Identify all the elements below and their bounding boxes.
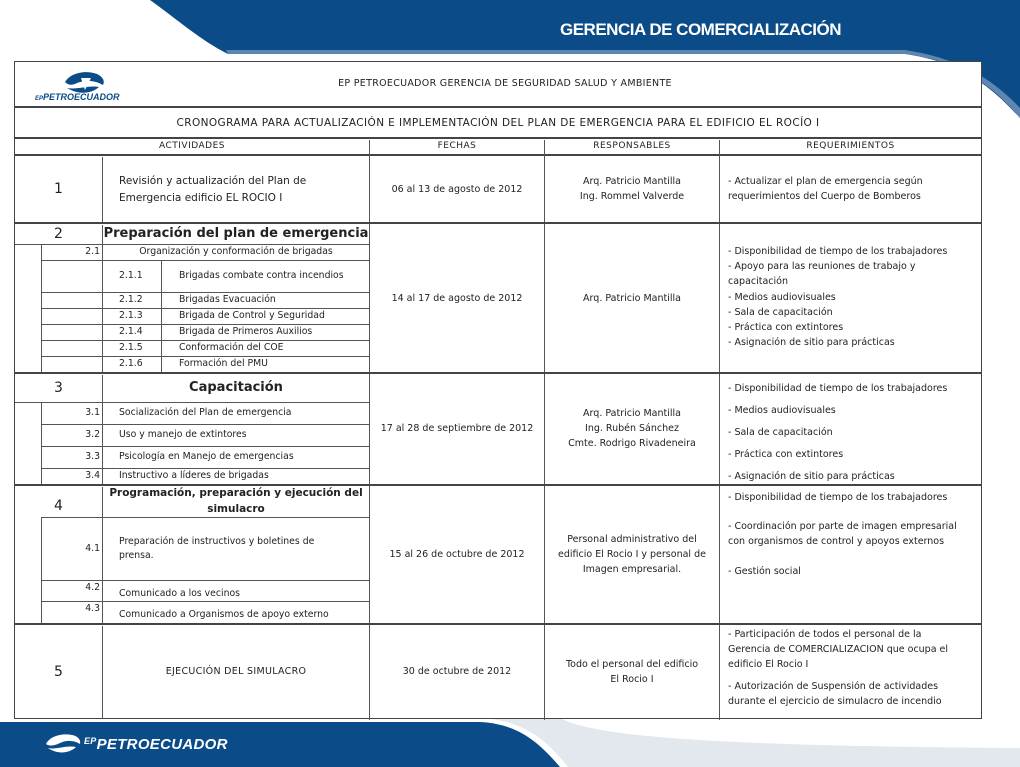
section-4-item-text-line2: prensa. bbox=[119, 550, 154, 561]
section-3-requirements bbox=[728, 378, 980, 488]
section-4-item-text-line1: Preparación de instructivos y boletines de bbox=[119, 535, 315, 547]
section-2-item-num: 2.1.6 bbox=[119, 358, 143, 370]
section-4-title-line1: Programación, preparación y ejecución del bbox=[109, 486, 363, 499]
section-1-title-line2: Emergencia edificio EL ROCIO I bbox=[119, 192, 283, 204]
section-2-number: 2 bbox=[54, 225, 63, 242]
schedule-title: CRONOGRAMA PARA ACTUALIZACIÓN E IMPLEMENTACIÓN DEL PLAN DE EMERGENCIA PARA EL EDIFICIO EL ROCÍO I bbox=[176, 116, 820, 129]
section-2-item-text: Brigada de Control y Seguridad bbox=[179, 310, 325, 322]
section-5-responsible bbox=[545, 626, 719, 719]
section-1-number: 1 bbox=[54, 181, 63, 198]
divider bbox=[15, 154, 981, 156]
section-4-item-text: Comunicado a Organismos de apoyo externo bbox=[119, 608, 329, 620]
spacer bbox=[728, 505, 980, 519]
section-5-req: durante el ejercicio de simulacro de incendio bbox=[728, 695, 942, 707]
section-5-resp-line2: El Rocio I bbox=[610, 673, 654, 685]
section-3-dates: 17 al 28 de septiembre de 2012 bbox=[380, 423, 534, 435]
section-2-dates: 14 al 17 de agosto de 2012 bbox=[391, 292, 523, 304]
divider bbox=[15, 372, 981, 374]
footer-ep-text: EP bbox=[84, 735, 97, 746]
section-4-item-text: Comunicado a los vecinos bbox=[119, 587, 241, 599]
section-4-resp-line2: edificio El Rocio I y personal de bbox=[558, 549, 706, 561]
section-4-dates: 15 al 26 de octubre de 2012 bbox=[389, 549, 525, 561]
section-5-req: - Participación de todos el personal de la bbox=[728, 629, 922, 640]
column-header-responsible: RESPONSABLES bbox=[593, 141, 671, 152]
section-1-responsible bbox=[545, 157, 719, 223]
section-2-item-num: 2.1.4 bbox=[119, 326, 143, 338]
section-2-item-num: 2.1.2 bbox=[119, 294, 143, 306]
section-2-item-num: 2.1.5 bbox=[119, 342, 143, 354]
divider bbox=[15, 106, 981, 108]
column-header-requirements: REQUERIMIENTOS bbox=[806, 141, 895, 152]
section-1-req-line1: - Actualizar el plan de emergencia según bbox=[728, 176, 923, 188]
divider bbox=[15, 623, 981, 625]
section-2-req: - Medios audiovisuales bbox=[728, 291, 836, 303]
column-header-dates: FECHAS bbox=[437, 141, 477, 152]
section-4-req: - Coordinación por parte de imagen empresarial bbox=[728, 521, 957, 533]
section-2-item-num: 2.1 bbox=[85, 246, 100, 258]
footer-logo bbox=[44, 733, 228, 755]
section-3-resp-line2: Ing. Rubén Sánchez bbox=[585, 423, 679, 435]
section-1-title bbox=[119, 157, 367, 223]
section-4-req: - Disponibilidad de tiempo de los trabajadores bbox=[728, 492, 948, 503]
org-title: EP PETROECUADOR GERENCIA DE SEGURIDAD SALUD Y AMBIENTE bbox=[338, 77, 672, 89]
spacer bbox=[728, 550, 980, 564]
section-2-req: - Práctica con extintores bbox=[728, 321, 844, 333]
section-2-responsible: Arq. Patricio Mantilla bbox=[583, 292, 681, 304]
section-4-item-text bbox=[119, 518, 369, 580]
section-3-number: 3 bbox=[54, 379, 63, 396]
section-3-item-num: 3.4 bbox=[85, 470, 100, 482]
section-5-dates: 30 de octubre de 2012 bbox=[402, 666, 512, 678]
section-4-resp-line1: Personal administrativo del bbox=[567, 534, 697, 546]
section-3-item-num: 3.3 bbox=[85, 451, 100, 463]
section-2-req: capacitación bbox=[728, 276, 789, 288]
section-2-item-text: Organización y conformación de brigadas bbox=[139, 246, 333, 258]
section-5-title: EJECUCIÓN DEL SIMULACRO bbox=[165, 666, 307, 678]
section-3-item-text: Psicología en Manejo de emergencias bbox=[119, 451, 294, 463]
section-4-responsible bbox=[545, 487, 719, 624]
section-3-item-text: Socialización del Plan de emergencia bbox=[119, 407, 292, 419]
section-2-item-text: Conformación del COE bbox=[179, 342, 284, 354]
section-4-resp-line3: Imagen empresarial. bbox=[582, 563, 682, 575]
section-2-req: - Sala de capacitación bbox=[728, 306, 833, 318]
section-2-req: - Asignación de sitio para prácticas bbox=[728, 337, 895, 349]
section-5-number: 5 bbox=[54, 663, 63, 680]
table-logo-text bbox=[35, 92, 120, 102]
section-3-req: - Disponibilidad de tiempo de los trabajadores bbox=[728, 383, 948, 394]
section-4-item-num: 4.3 bbox=[85, 603, 100, 614]
section-2-item-num: 2.1.3 bbox=[119, 310, 143, 322]
section-3-req: - Práctica con extintores bbox=[728, 449, 844, 460]
section-2-requirements bbox=[728, 244, 980, 350]
section-4-item-num: 4.2 bbox=[85, 582, 100, 593]
table-logo bbox=[35, 68, 135, 104]
section-4-req: con organismos de control y apoyos externos bbox=[728, 536, 945, 548]
column-header-activities: ACTIVIDADES bbox=[158, 141, 225, 152]
section-2-title: Preparación del plan de emergencia bbox=[103, 226, 369, 242]
table-logo-brand: PETROECUADOR bbox=[43, 92, 120, 102]
section-3-resp-line3: Cmte. Rodrigo Rivadeneira bbox=[568, 437, 696, 449]
section-5-resp-line1: Todo el personal del edificio bbox=[565, 658, 699, 670]
section-3-item-text: Instructivo a líderes de brigadas bbox=[119, 470, 269, 482]
section-1-dates: 06 al 13 de agosto de 2012 bbox=[391, 183, 523, 195]
divider bbox=[15, 137, 981, 139]
section-1-resp-line2: Ing. Rommel Valverde bbox=[579, 191, 685, 202]
section-2-item-text: Brigadas Evacuación bbox=[179, 294, 276, 306]
section-2-req: - Apoyo para las reuniones de trabajo y bbox=[728, 261, 916, 273]
section-4-req: - Gestión social bbox=[728, 565, 801, 577]
section-1-req-line2: requerimientos del Cuerpo de Bomberos bbox=[728, 191, 921, 202]
section-2-req: - Disponibilidad de tiempo de los trabajadores bbox=[728, 246, 948, 257]
section-3-req: - Medios audiovisuales bbox=[728, 405, 836, 416]
section-2-item-text: Formación del PMU bbox=[179, 358, 268, 370]
section-4-requirements bbox=[728, 490, 980, 579]
section-3-item-num: 3.1 bbox=[85, 407, 100, 419]
section-2-item-text: Brigada de Primeros Auxilios bbox=[179, 326, 313, 338]
section-3-responsible bbox=[545, 375, 719, 484]
table-logo-ep: EP bbox=[35, 96, 44, 102]
section-3-resp-line1: Arq. Patricio Mantilla bbox=[583, 408, 681, 420]
section-5-req: Gerencia de COMERCIALIZACION que ocupa el bbox=[728, 644, 949, 656]
footer-brand-name: PETROECUADOR bbox=[96, 735, 228, 753]
col-divider bbox=[102, 157, 103, 223]
section-5-requirements bbox=[728, 627, 980, 709]
petroecuador-drop-icon bbox=[44, 733, 82, 755]
section-3-item-num: 3.2 bbox=[85, 429, 100, 441]
section-4-number: 4 bbox=[54, 498, 63, 515]
section-4-title-line2: simulacro bbox=[207, 503, 265, 515]
section-5-req: - Autorización de Suspensión de actividades bbox=[728, 680, 939, 692]
section-2-item-text: Brigadas combate contra incendios bbox=[179, 270, 344, 282]
schedule-table bbox=[14, 61, 982, 719]
section-4-item-num: 4.1 bbox=[85, 542, 100, 554]
col-divider bbox=[719, 140, 720, 720]
section-1-title-line1: Revisión y actualización del Plan de bbox=[119, 175, 307, 188]
section-4-title bbox=[103, 485, 369, 517]
section-3-req: - Asignación de sitio para prácticas bbox=[728, 471, 895, 482]
section-3-title: Capacitación bbox=[189, 380, 283, 396]
section-1-resp-line1: Arq. Patricio Mantilla bbox=[583, 176, 681, 188]
section-5-req: edificio El Rocio I bbox=[728, 659, 809, 671]
header-title: GERENCIA DE COMERCIALIZACIÓN bbox=[560, 20, 841, 39]
section-2-item-num: 2.1.1 bbox=[119, 270, 143, 282]
footer-brand-text bbox=[84, 736, 228, 753]
section-3-item-text: Uso y manejo de extintores bbox=[119, 429, 247, 441]
section-1-requirements bbox=[728, 157, 980, 223]
section-3-req: - Sala de capacitación bbox=[728, 427, 833, 438]
